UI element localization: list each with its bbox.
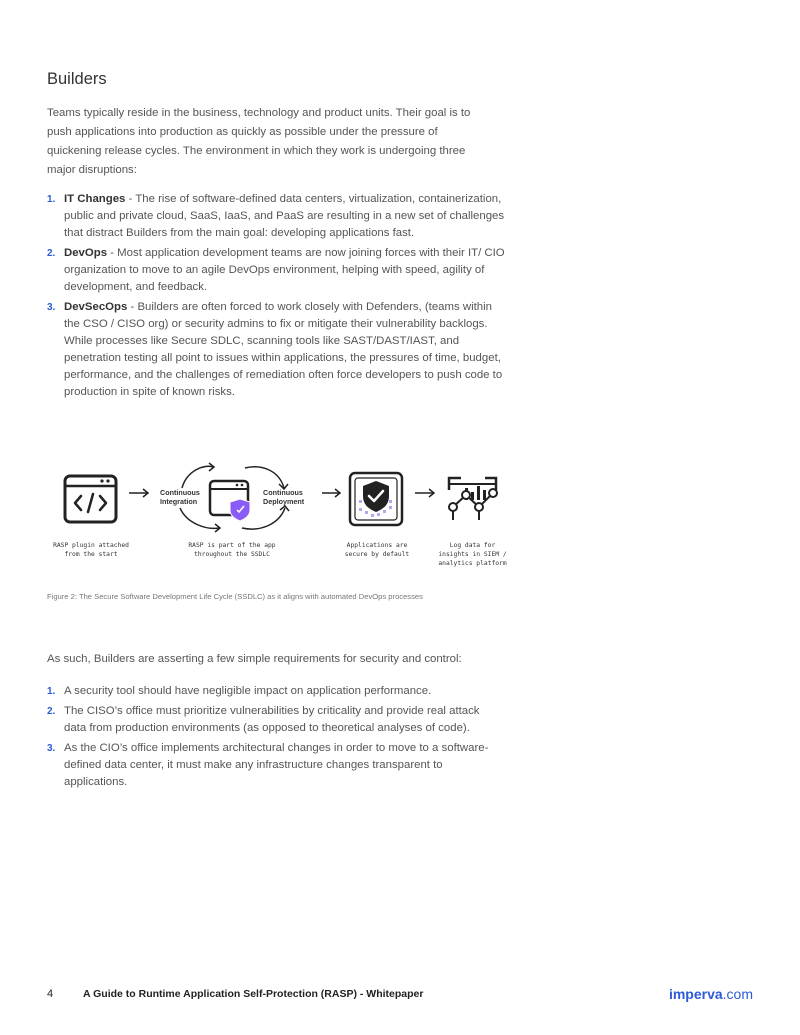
shield-check-icon [350,473,402,525]
requirements-intro: As such, Builders are asserting a few simple requirements for security and control: [47,653,462,665]
list-number: 1. [47,194,56,205]
list-item-text: - Most application development teams are now joining forces with their IT/ CIO organization to move to an agile DevOps environment, helping with speed, agility of development, and feedback. [64,247,505,293]
list-number: 3. [47,302,56,313]
brand-link[interactable] [669,986,753,1002]
ci-label: Continuous Integration [160,488,200,506]
list-item-text: - Builders are often forced to work closely with Defenders, (teams within the CSO / CISO org) or security admins to fix or mitigate their vulnerability backlogs. While processes like Secure SDLC, scanning tools like SAST/DAST/IAST, and penetration testing all point to issues within applications, the pressures of time, budget, performance, and the challenges of remediation often force developers to push code to production in spite of known risks. [64,301,503,398]
step-label: RASP plugin attached from the start [53,542,129,558]
list-item-text: As the CIO’s office implements architectural changes in order to move to a software-defined data center, it must make any infrastructure changes transparent to applications. [64,742,489,788]
list-item-text: - The rise of software-defined data centers, virtualization, containerization, public and private cloud, SaaS, IaaS, and PaaS are resulting in a new set of challenges that distract Builders from the main goal: developing applications fast. [64,193,505,239]
list-item [47,245,509,296]
footer-title: A Guide to Runtime Application Self-Protection (RASP) - Whitepaper [83,988,424,1000]
arrow-icon [322,489,340,497]
page-footer [47,986,753,1004]
analytics-icon [449,478,497,520]
arrow-icon [415,489,434,497]
arrow-icon [129,489,148,497]
list-item [47,683,499,700]
list-item [47,299,509,401]
list-number: 2. [47,706,56,717]
list-item-title: DevSecOps [64,301,128,313]
shielded-window-icon [210,481,250,521]
code-window-icon [65,476,116,522]
list-number: 1. [47,686,56,697]
list-number: 2. [47,248,56,259]
brand-name: imperva [668,986,723,1002]
step-label: RASP is part of the app throughout the SSDLC [188,542,276,558]
list-item [47,740,499,791]
page-number: 4 [47,988,54,1000]
list-item-text: A security tool should have negligible impact on application performance. [64,685,432,697]
ssdlc-diagram [47,458,517,578]
list-item [47,703,499,737]
intro-paragraph: Teams typically reside in the business, technology and product units. Their goal is to push applications into production as quickly as possible under the pressure of quickening release cycles. The environment in which they work is undergoing three major disruptions: [47,107,471,176]
list-item [47,191,509,242]
list-number: 3. [47,743,56,754]
list-item-title: IT Changes [64,193,126,205]
disruptions-list [47,191,509,404]
step-label: Applications are secure by default [344,542,410,558]
list-item-text: The CISO’s office must prioritize vulnerabilities by criticality and provide real attack data from production environments (as opposed to theoretical analyses of code). [64,705,480,734]
brand-suffix: .com [722,986,753,1002]
step-label: Log data for insights in SIEM / analytics platform [438,542,507,567]
requirements-list [47,683,499,794]
figure-caption: Figure 2: The Secure Software Development Life Cycle (SSDLC) as it aligns with automated DevOps processes [47,592,423,601]
cd-label: Continuous Deployment [263,488,305,506]
list-item-title: DevOps [64,247,108,259]
section-heading: Builders [47,70,107,88]
